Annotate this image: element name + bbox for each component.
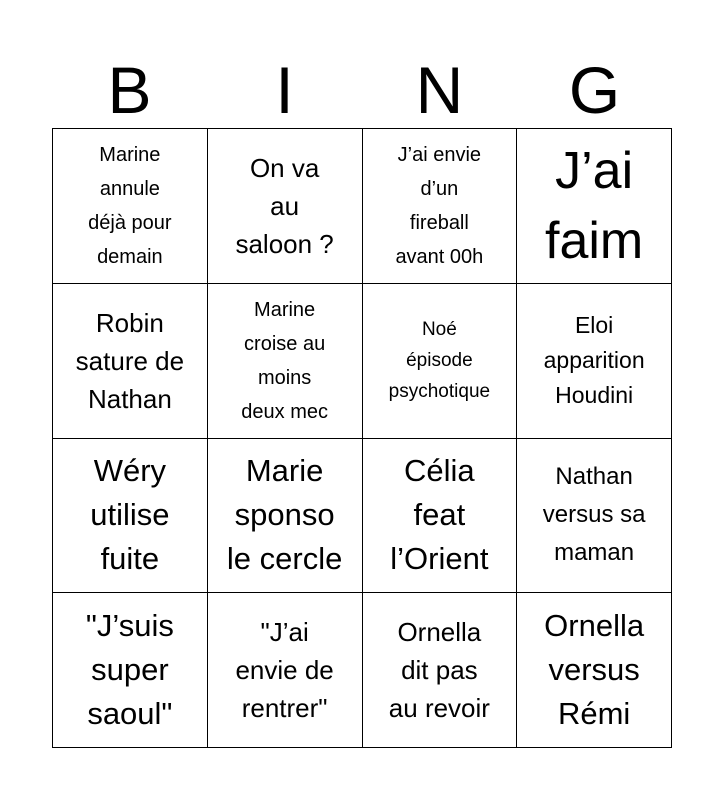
bingo-header [52, 52, 672, 128]
cell-text: Noé épisode psychotique [388, 319, 491, 403]
cell-text: Marine croise au moins deux mec [241, 298, 328, 423]
bingo-cell-r2c3[interactable] [363, 284, 518, 439]
bingo-board [52, 128, 672, 748]
cell-text: Robin sature de Nathan [75, 307, 185, 414]
bingo-cell-r4c4[interactable] [517, 593, 672, 748]
bingo-cell-r1c2[interactable] [208, 129, 363, 284]
bingo-cell-r2c1[interactable] [53, 284, 208, 439]
cell-text: Nathan versus sa maman [542, 463, 646, 567]
bingo-cell-r2c4[interactable] [517, 284, 672, 439]
cell-text: On va au saloon ? [235, 152, 334, 259]
bingo-cell-r1c4[interactable] [517, 129, 672, 284]
cell-text: "J’ai envie de rentrer" [235, 617, 334, 724]
cell-text: J’ai faim [545, 141, 644, 270]
cell-text: Marine annule déjà pour demain [88, 143, 172, 268]
cell-text: Eloi apparition Houdini [543, 312, 645, 409]
header-letter-n: N [415, 53, 464, 127]
bingo-cell-r4c3[interactable] [363, 593, 518, 748]
bingo-cell-r1c1[interactable] [53, 129, 208, 284]
bingo-cell-r2c2[interactable] [208, 284, 363, 439]
header-letter-b: B [107, 53, 152, 127]
cell-text: Célia feat l’Orient [390, 453, 489, 577]
cell-text: Marie sponso le cercle [226, 453, 343, 577]
cell-text: Ornella dit pas au revoir [388, 617, 490, 724]
header-letter-g: G [568, 53, 621, 127]
cell-text: Wéry utilise fuite [90, 453, 170, 577]
bingo-cell-r4c1[interactable] [53, 593, 208, 748]
cell-text: Ornella versus Rémi [544, 608, 645, 732]
cell-text: "J’suis super saoul" [85, 608, 174, 732]
bingo-cell-r3c2[interactable] [208, 439, 363, 594]
bingo-cell-r3c1[interactable] [53, 439, 208, 594]
bingo-cell-r4c2[interactable] [208, 593, 363, 748]
cell-text: J’ai envie d’un fireball avant 00h [395, 143, 484, 268]
bingo-cell-r3c4[interactable] [517, 439, 672, 594]
bingo-cell-r3c3[interactable] [363, 439, 518, 594]
bingo-cell-r1c3[interactable] [363, 129, 518, 284]
header-letter-i: I [275, 53, 294, 127]
